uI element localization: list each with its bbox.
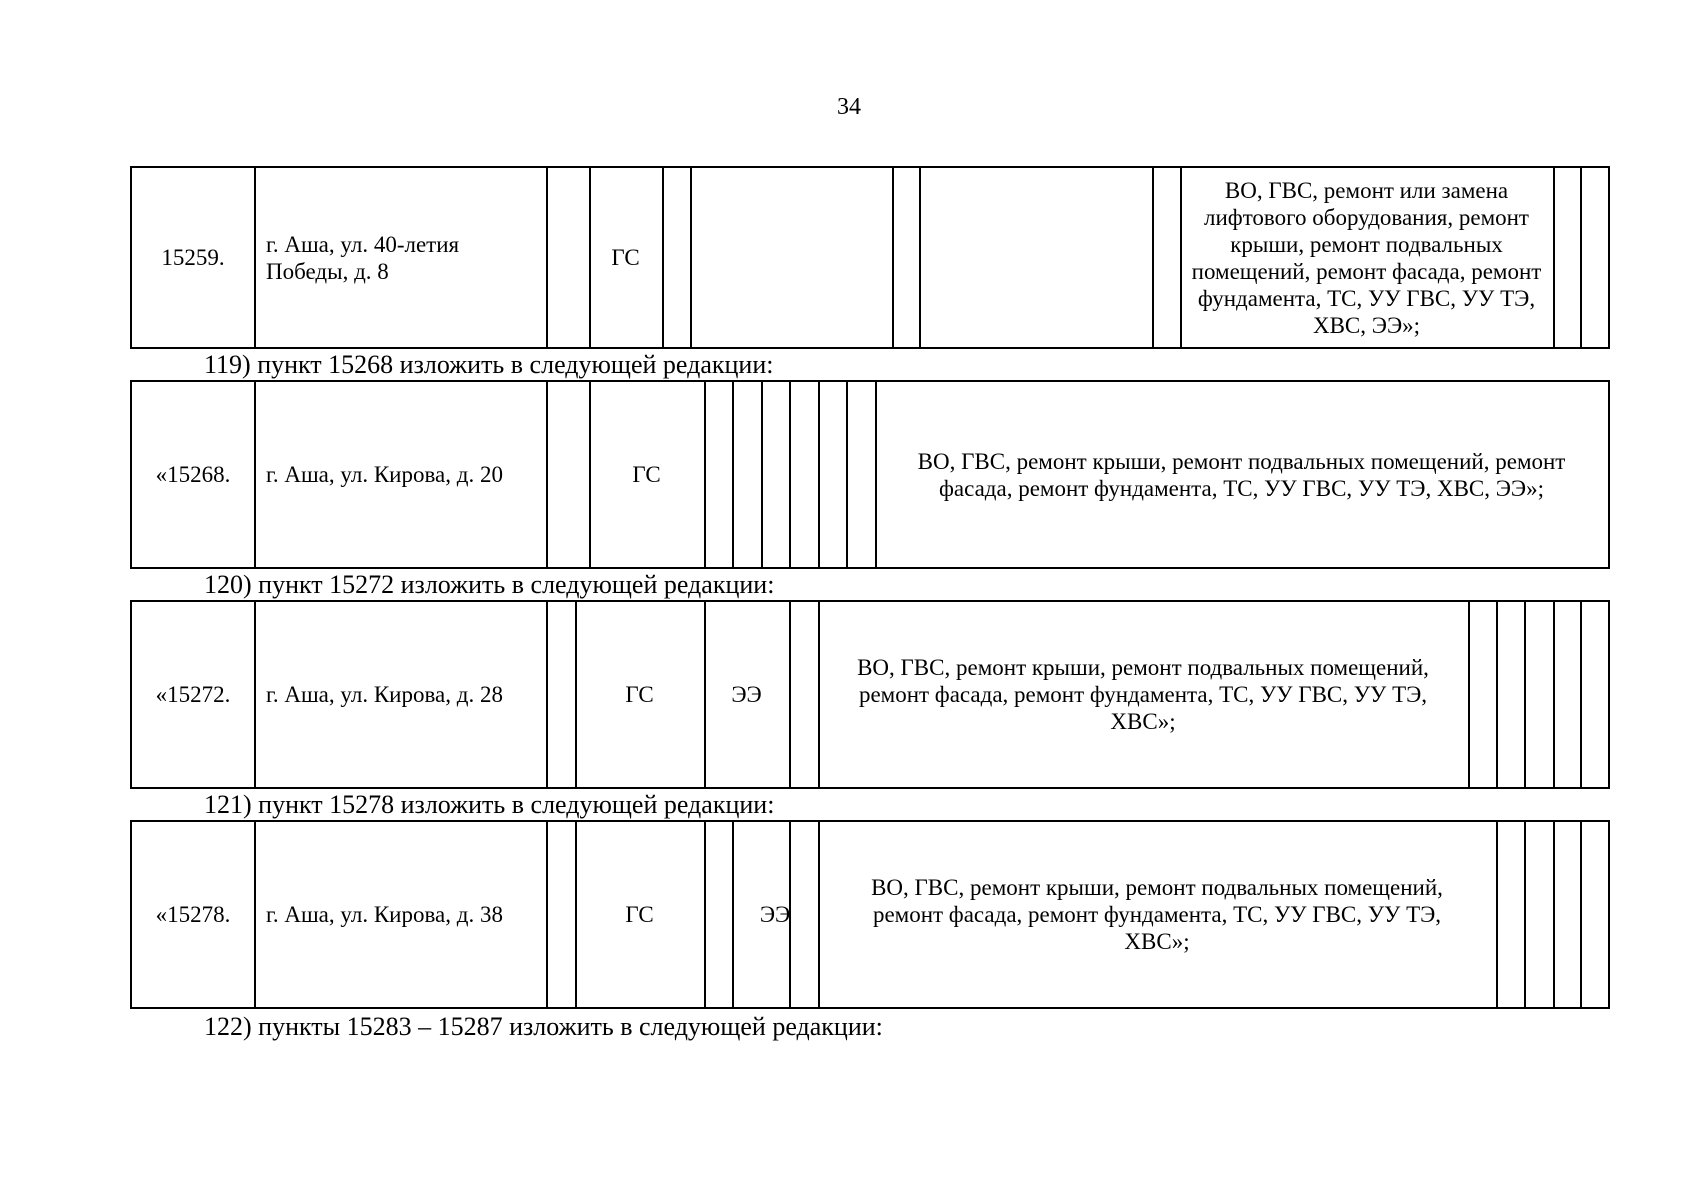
column-divider (1580, 602, 1582, 787)
table-row-15259 (130, 166, 1610, 349)
column-divider (704, 822, 706, 1007)
row-col5: ЭЭ (759, 902, 791, 927)
amendment-paragraph-120: 120) пункт 15272 изложить в следующей редакции: (204, 570, 775, 599)
row-number: «15268. (155, 462, 231, 487)
row-works: ВО, ГВС, ремонт или замена лифтового оборудования, ремонт крыши, ремонт подвальных помещений, ремонт фасада, ремонт фундамента, ТС, УУ ГВС, УУ ТЭ, ХВС, ЭЭ»; (1191, 177, 1542, 338)
amendment-paragraph-119: 119) пункт 15268 изложить в следующей редакции: (204, 350, 774, 379)
amendment-paragraph-121: 121) пункт 15278 изложить в следующей редакции: (204, 790, 775, 819)
column-divider (818, 382, 820, 567)
column-divider (1580, 168, 1582, 347)
row-type: ГС (625, 902, 654, 927)
row-address: г. Аша, ул. 40-летия Победы, д. 8 (266, 231, 460, 284)
table-row-15272 (130, 600, 1610, 789)
column-divider (690, 168, 692, 347)
column-divider (1553, 168, 1555, 347)
row-number: «15278. (155, 902, 231, 927)
row-type: ГС (611, 245, 640, 270)
column-divider (1152, 168, 1154, 347)
table-row-15268 (130, 380, 1610, 569)
amendment-paragraph-122: 122) пункты 15283 – 15287 изложить в следующей редакции: (204, 1012, 883, 1041)
column-divider (704, 382, 706, 567)
column-divider (546, 382, 548, 567)
page-number: 34 (837, 94, 861, 120)
column-divider (546, 168, 548, 347)
row-number: «15272. (155, 682, 231, 707)
row-address: г. Аша, ул. Кирова, д. 20 (266, 462, 503, 487)
row-number: 15259. (161, 245, 225, 270)
row-address: г. Аша, ул. Кирова, д. 38 (266, 902, 503, 927)
row-type: ГС (625, 682, 654, 707)
column-divider (919, 168, 921, 347)
column-divider (846, 382, 848, 567)
row-address: г. Аша, ул. Кирова, д. 28 (266, 682, 503, 707)
column-divider (1524, 822, 1526, 1007)
column-divider (1496, 822, 1498, 1007)
column-divider (662, 168, 664, 347)
column-divider (1553, 822, 1555, 1007)
table-row-15278 (130, 820, 1610, 1009)
column-divider (1580, 822, 1582, 1007)
column-divider (892, 168, 894, 347)
column-divider (789, 602, 791, 787)
row-works: ВО, ГВС, ремонт крыши, ремонт подвальных помещений, ремонт фасада, ремонт фундамента, ТС, УУ ГВС, УУ ТЭ, ХВС, ЭЭ»; (917, 448, 1566, 501)
column-divider (1468, 602, 1470, 787)
row-works: ВО, ГВС, ремонт крыши, ремонт подвальных помещений, ремонт фасада, ремонт фундамента, ТС, УУ ГВС, УУ ТЭ, ХВС»; (871, 875, 1443, 954)
column-divider (1496, 602, 1498, 787)
row-col5: ЭЭ (731, 682, 762, 707)
column-divider (789, 382, 791, 567)
column-divider (761, 382, 763, 567)
column-divider (546, 602, 548, 787)
column-divider (546, 822, 548, 1007)
column-divider (1553, 602, 1555, 787)
row-type: ГС (632, 462, 661, 487)
row-works: ВО, ГВС, ремонт крыши, ремонт подвальных помещений, ремонт фасада, ремонт фундамента, ТС, УУ ГВС, УУ ТЭ, ХВС»; (857, 655, 1429, 734)
column-divider (732, 382, 734, 567)
column-divider (1524, 602, 1526, 787)
